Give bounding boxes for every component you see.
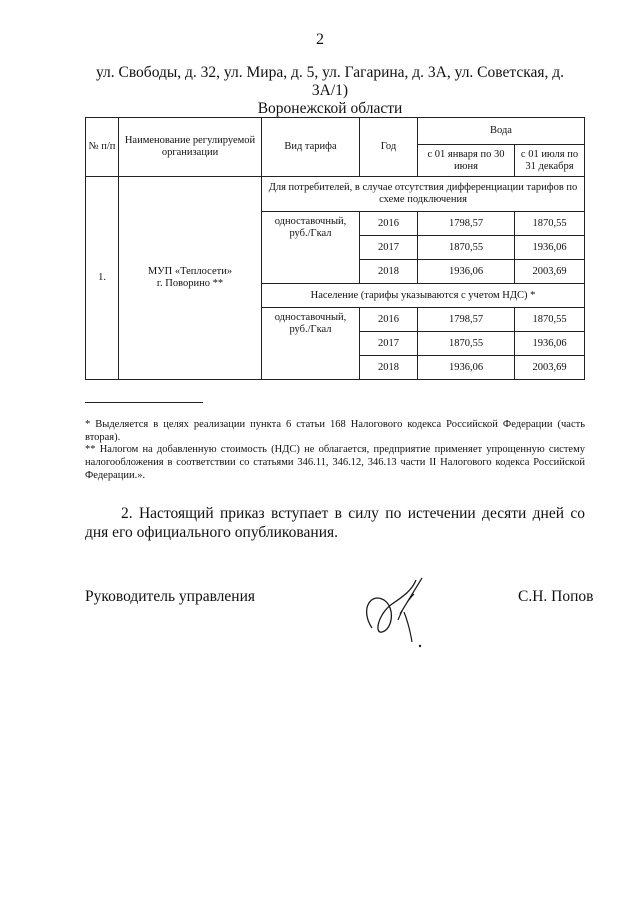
s1-2017-p1: 1870,55: [418, 236, 515, 260]
handwritten-signature: [352, 570, 442, 650]
address-line-2: Воронежской области: [257, 100, 403, 117]
footnote-1: * Выделяется в целях реализации пункта 6 статьи 168 Налогового кодекса Российской Федерации (часть вторая).: [85, 419, 585, 443]
s1-2018-p2: 2003,69: [515, 260, 585, 284]
address-block: [95, 64, 565, 118]
s1-2018-p1: 1936,06: [418, 260, 515, 284]
s2-year-2016: 2016: [360, 308, 418, 332]
signatory-title: Руководитель управления: [85, 588, 256, 605]
s2-2018-p2: 2003,69: [515, 356, 585, 380]
row-number: 1.: [86, 177, 119, 380]
s1-year-2016: 2016: [360, 212, 418, 236]
org-line-1: МУП «Теплосети»: [147, 266, 233, 277]
section-1-tariff: одноставочный, руб./Гкал: [262, 212, 360, 284]
s1-year-2017: 2017: [360, 236, 418, 260]
header-period-2: с 01 июля по 31 декабря: [515, 145, 585, 177]
tariff-table: [85, 117, 585, 380]
s2-2016-p1: 1798,57: [418, 308, 515, 332]
header-water: Вода: [418, 118, 585, 145]
header-period-1: с 01 января по 30 июня: [418, 145, 515, 177]
header-num: № п/п: [86, 118, 119, 177]
s2-2018-p1: 1936,06: [418, 356, 515, 380]
clause-2: 2. Настоящий приказ вступает в силу по истечении десяти дней со дня его официального опубликования.: [85, 505, 585, 541]
signatory-name: С.Н. Попов: [518, 588, 594, 605]
s2-2017-p1: 1870,55: [418, 332, 515, 356]
section-1-title: Для потребителей, в случае отсутствия дифференциации тарифов по схеме подключения: [262, 177, 585, 212]
s1-2016-p2: 1870,55: [515, 212, 585, 236]
s2-2017-p2: 1936,06: [515, 332, 585, 356]
header-tariff-type: Вид тарифа: [262, 118, 360, 177]
section-2-tariff: одноставочный, руб./Гкал: [262, 308, 360, 380]
s2-year-2017: 2017: [360, 332, 418, 356]
s1-2016-p1: 1798,57: [418, 212, 515, 236]
s2-year-2018: 2018: [360, 356, 418, 380]
s1-year-2018: 2018: [360, 260, 418, 284]
page-number: 2: [316, 31, 324, 48]
s2-2016-p2: 1870,55: [515, 308, 585, 332]
section-2-title: Население (тарифы указываются с учетом НДС) *: [262, 284, 585, 308]
org-line-2: г. Поворино **: [156, 278, 224, 289]
organization-name: [119, 177, 262, 380]
footnote-2: ** Налогом на добавленную стоимость (НДС) не облагается, предприятие применяет упрощенную систему налогообложения в соответствии со статьями 346.11, 346.12, 346.13 части II Налогового кодекса Российской Федерации.».: [85, 444, 585, 481]
header-year: Год: [360, 118, 418, 177]
address-line-1: ул. Свободы, д. 32, ул. Мира, д. 5, ул. Гагарина, д. 3А, ул. Советская, д. 3А/1): [95, 64, 565, 99]
header-org: Наименование регулируемой организации: [119, 118, 262, 177]
footnote-divider: [85, 402, 203, 403]
s1-2017-p2: 1936,06: [515, 236, 585, 260]
